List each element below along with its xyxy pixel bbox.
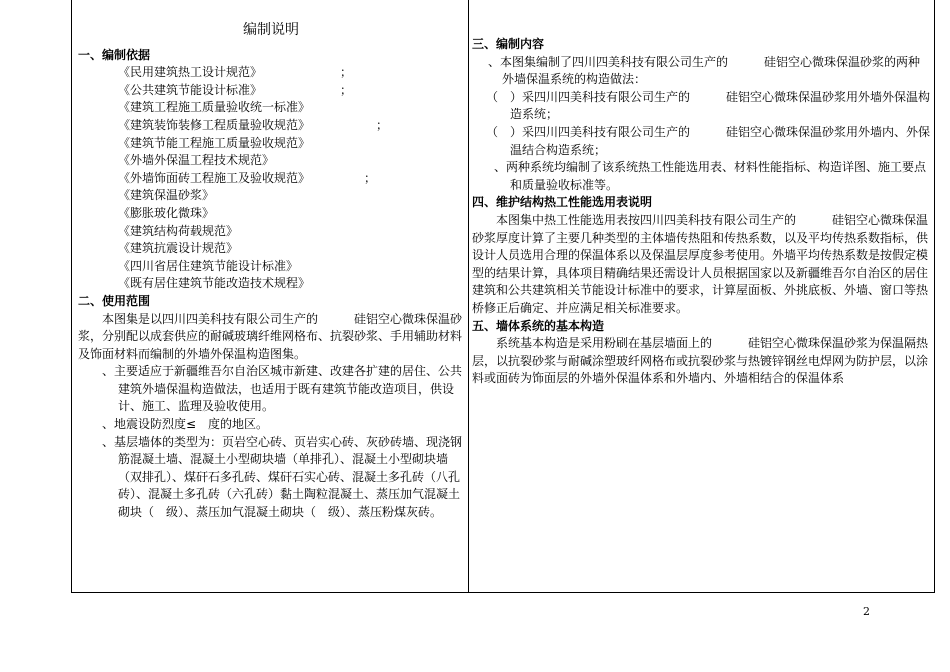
reference-item: 《建筑工程施工质量验收统一标准》 [118, 100, 311, 115]
reference-item: 《建筑结构荷载规范》 [118, 223, 239, 238]
left-column [78, 0, 464, 522]
scope-item: 、基层墙体的类型为：页岩空心砖、页岩实心砖、灰砂砖墙、现浇钢筋混凝土墙、混凝土小型砌块墙（单排孔）、混凝土小型砌块墙（双排孔）、煤矸石多孔砖、煤矸石实心砖、混凝土多孔砖（八孔砖）、混凝土多孔砖（六孔砖）黏土陶粒混凝土、蒸压加气混凝土砌块（ 级）、蒸压加气混凝土砌块（ 级）、蒸压粉煤灰砖。 [102, 434, 463, 520]
reference-item: 《建筑装饰装修工程质量验收规范》 ； [118, 117, 389, 132]
section-heading-content: 三、编制内容 [472, 37, 545, 51]
column-divider [468, 0, 469, 592]
section-heading-basis: 一、编制依据 [78, 47, 151, 62]
scope-paragraph: 本图集是以四川四美科技有限公司生产的 硅铝空心微珠保温砂浆，分别配以成套供应的耐碱玻璃纤维网格布、抗裂砂浆、手用辅助材料及饰面材料而编制的外墙外保温构造图集。 [78, 311, 463, 361]
scope-item: 、主要适应于新疆维吾尔自治区城市新建、改建各扩建的居住、公共建筑外墙保温构造做法，也适用于既有建筑节能改造项目，供设计、施工、监理及验收使用。 [102, 364, 463, 414]
content-subitem: （ ）采四川四美科技有限公司生产的 硅铝空心微珠保温砂浆用外墙内、外保温结合构造系统； [486, 124, 931, 157]
reference-item: 《公共建筑节能设计标准》 ； [118, 82, 353, 97]
page-title: 编制说明 [243, 22, 299, 38]
reference-item: 《民用建筑热工设计规范》 ； [118, 65, 353, 80]
content-subitem: （ ）采四川四美科技有限公司生产的 硅铝空心微珠保温砂浆用外墙外保温构造系统； [486, 89, 931, 122]
scope-item: 、地震设防烈度≤ 度的地区。 [102, 417, 269, 432]
right-column [472, 0, 930, 388]
content-intro: 、本图集编制了四川四美科技有限公司生产的 硅铝空心微珠保温砂浆的两种外墙保温系统的构造做法： [488, 54, 921, 87]
structure-paragraph: 系统基本构造是采用粉刷在基层墙面上的 硅铝空心微珠保温砂浆为保温隔热层，以抗裂砂浆与耐碱涂塑玻纤网格布或抗裂砂浆与热镀锌钢丝电焊网为防护层，以涂料或面砖为饰面层的外墙外保温体系和外墙内、外墙相结合的保温体系 [472, 336, 929, 386]
page-number: 2 [863, 605, 870, 618]
reference-item: 《膨胀玻化微珠》 [118, 205, 215, 220]
reference-item: 《外墙饰面砖工程施工及验收规范》 ； [118, 170, 377, 185]
reference-item: 《四川省居住建筑节能设计标准》 [118, 258, 299, 273]
section-heading-thermal: 四、维护结构热工性能选用表说明 [472, 195, 653, 210]
reference-item: 《建筑节能工程施工质量验收规范》 [118, 135, 311, 150]
page-frame [71, 0, 935, 593]
reference-list [78, 64, 464, 293]
reference-item: 《既有居住建筑节能改造技术规程》 [118, 276, 311, 291]
content-item: 、两种系统均编制了该系统热工性能选用表、材料性能指标、构造详图、施工要点和质量验收标准等。 [494, 160, 927, 192]
reference-item: 《外墙外保温工程技术规范》 [118, 153, 275, 168]
thermal-paragraph: 本图集中热工性能选用表按四川四美科技有限公司生产的 硅铝空心微珠保温砂浆厚度计算了主要几种类型的主体墙传热阻和传热系数，以及平均传热系数指标，供设计人员选用合理的保温体系以及保温层厚度参考使用。外墙平均传热系数是按假定模型的结果计算，具体项目精确结果还需设计人员根据国家以及新疆维吾尔自治区的居住建筑和公共建筑相关节能设计标准中的要求，计算屋面板、外挑底板、外墙、窗口等热桥修正后确定、并应满足相关标准要求。 [472, 212, 929, 315]
section-heading-structure: 五、墙体系统的基本构造 [472, 318, 605, 333]
section-heading-scope: 二、使用范围 [78, 293, 151, 308]
reference-item: 《建筑保温砂浆》 [118, 188, 215, 203]
reference-item: 《建筑抗震设计规范》 [118, 241, 239, 256]
